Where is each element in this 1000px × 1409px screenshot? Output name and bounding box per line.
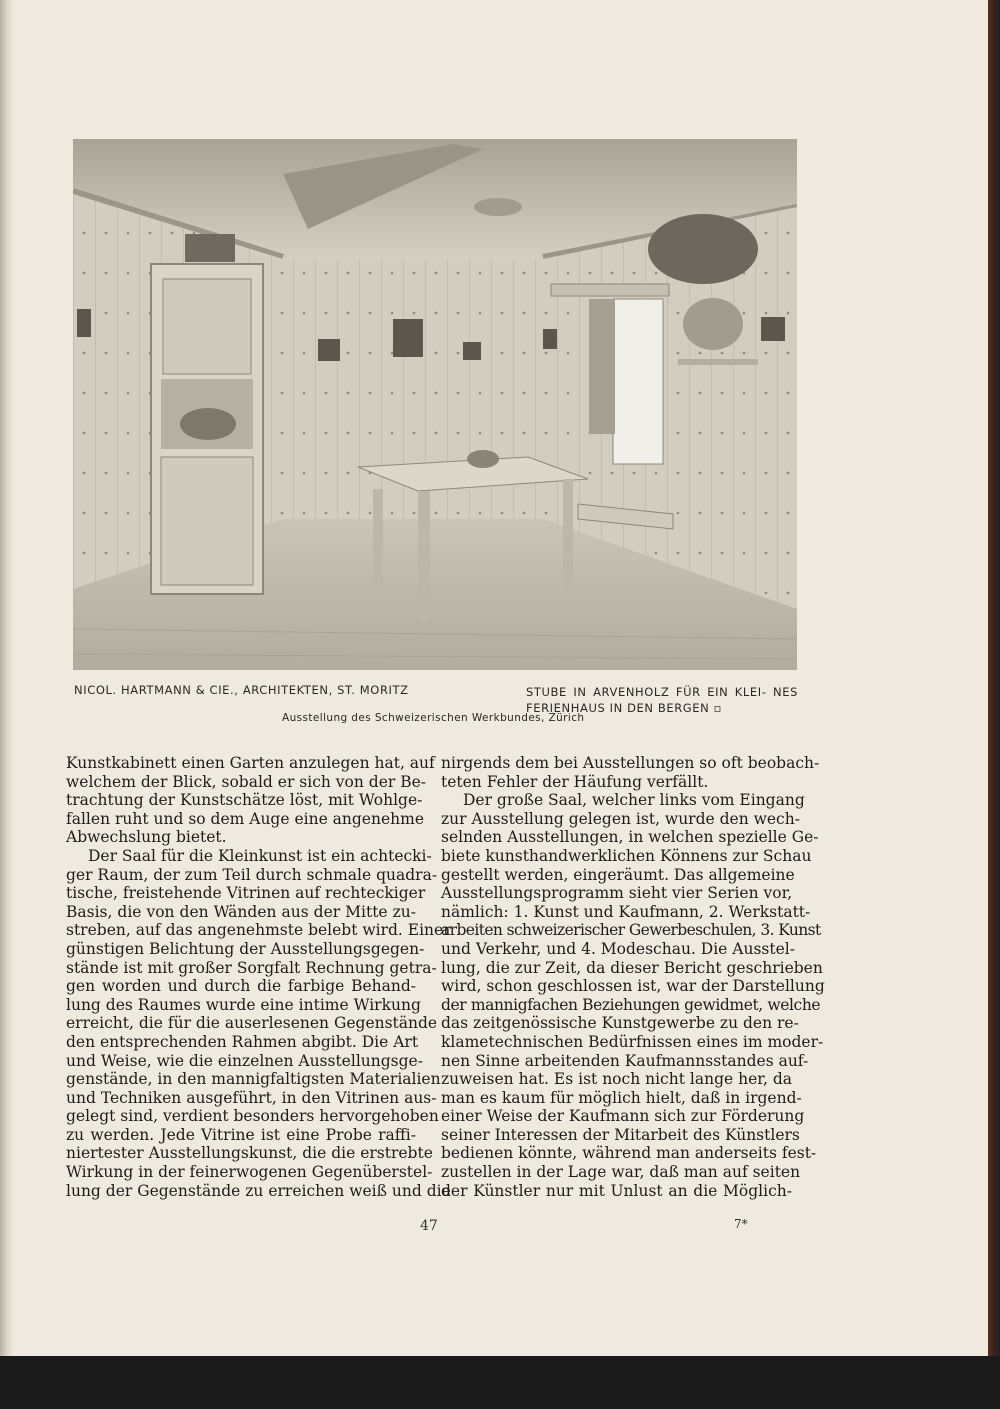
- text-line: Der große Saal, welcher links vom Eingang: [463, 791, 805, 810]
- page-number: 47: [420, 1218, 438, 1234]
- text-column-left: [66, 754, 451, 1200]
- text-line: teten Fehler der Häufung verfällt.: [441, 772, 709, 791]
- text-line: trachtung der Kunstschätze löst, mit Wohlge-: [66, 791, 423, 810]
- text-line: Basis, die von den Wänden aus der Mitte zu-: [66, 902, 416, 921]
- text-line: bedienen könnte, während man anderseits fest-: [441, 1144, 817, 1163]
- text-line: tische, freistehende Vitrinen auf rechteckiger: [66, 884, 426, 903]
- text-line: wird, schon geschlossen ist, war der Darstellung: [441, 977, 825, 996]
- text-line: lung des Raumes wurde eine intime Wirkung: [66, 995, 421, 1014]
- room-photograph: [73, 139, 797, 670]
- text-line: zur Ausstellung gelegen ist, wurde den wech-: [441, 809, 800, 828]
- text-line: seiner Interessen der Mitarbeit des Künstlers: [441, 1125, 800, 1144]
- text-line: Wirkung in der feinerwogenen Gegenüberstel-: [66, 1163, 433, 1182]
- figure-title: STUBE IN ARVENHOLZ FÜR EIN KLEI- NES FERIENHAUS IN DEN BERGEN ▫: [526, 685, 798, 715]
- text-line: nämlich: 1. Kunst und Kaufmann, 2. Werkstatt-: [441, 902, 811, 921]
- text-line: gestellt werden, eingeräumt. Das allgemeine: [441, 865, 795, 884]
- book-spine-edge: [988, 0, 1000, 1409]
- text-line: und Verkehr, und 4. Modeschau. Die Ausstel-: [441, 939, 795, 958]
- text-line: lung der Gegenstände zu erreichen weiß und die: [66, 1181, 451, 1200]
- figure-subcaption: Ausstellung des Schweizerischen Werkbundes, Zürich: [282, 712, 585, 724]
- signature-mark: 7*: [734, 1217, 748, 1231]
- text-line: biete kunsthandwerklichen Könnens zur Schau: [441, 846, 812, 865]
- text-line: gen worden und durch die farbige Behand-: [66, 977, 416, 996]
- text-line: ger Raum, der zum Teil durch schmale quadra-: [66, 865, 438, 884]
- page-gutter: [0, 0, 14, 1409]
- text-line: zustellen in der Lage war, daß man auf seiten: [441, 1163, 801, 1182]
- text-line: günstigen Belichtung der Ausstellungsgegen-: [66, 939, 425, 958]
- text-line: Abwechslung bietet.: [66, 828, 227, 847]
- scan-background: [0, 1356, 1000, 1409]
- text-line: selnden Ausstellungen, in welchen spezielle Ge-: [441, 828, 819, 847]
- text-line: zuweisen hat. Es ist noch nicht lange her, da: [441, 1070, 792, 1089]
- text-line: das zeitgenössische Kunstgewerbe zu den re-: [441, 1014, 799, 1033]
- text-line: der Künstler nur mit Unlust an die Möglich-: [441, 1181, 792, 1200]
- text-line: nirgends dem bei Ausstellungen so oft beobach-: [441, 754, 820, 772]
- text-line: zu werden. Jede Vitrine ist eine Probe raffi-: [66, 1125, 416, 1144]
- text-line: arbeiten schweizerischer Gewerbeschulen, 3. Kunst: [441, 921, 821, 940]
- text-line: lung, die zur Zeit, da dieser Bericht geschrieben: [441, 958, 823, 977]
- text-line: man es kaum für möglich hielt, daß in irgend-: [441, 1088, 802, 1107]
- text-line: Der Saal für die Kleinkunst ist ein achtecki-: [88, 846, 432, 865]
- text-line: nen Sinne arbeitenden Kaufmannsstandes auf-: [441, 1051, 809, 1070]
- text-line: gelegt sind, verdient besonders hervorgehoben: [66, 1107, 439, 1126]
- text-line: Kunstkabinett einen Garten anzulegen hat, auf: [66, 754, 435, 772]
- text-line: genstände, in den mannigfaltigsten Materialien: [66, 1070, 441, 1089]
- text-line: fallen ruht und so dem Auge eine angenehme: [66, 809, 424, 828]
- text-line: erreicht, die für die auserlesenen Gegenstände: [66, 1014, 438, 1033]
- text-line: den entsprechenden Rahmen abgibt. Die Art: [66, 1032, 419, 1051]
- text-line: und Techniken ausgeführt, in den Vitrinen aus-: [66, 1088, 437, 1107]
- text-column-right: [441, 754, 825, 1200]
- text-line: und Weise, wie die einzelnen Ausstellungsge-: [66, 1051, 423, 1070]
- text-line: der mannigfachen Beziehungen gewidmet, welche: [441, 995, 821, 1014]
- text-line: streben, auf das angenehmste belebt wird. Einer: [66, 921, 451, 940]
- text-line: welchem der Blick, sobald er sich von der Be-: [66, 772, 427, 791]
- text-line: einer Weise der Kaufmann sich zur Förderung: [441, 1107, 805, 1126]
- text-line: klametechnischen Bedürfnissen eines im moder-: [441, 1032, 824, 1051]
- architect-credit: NICOL. HARTMANN & CIE., ARCHITEKTEN, ST. MORITZ: [74, 683, 409, 697]
- text-line: niertester Ausstellungskunst, die die erstrebte: [66, 1144, 433, 1163]
- text-line: Ausstellungsprogramm sieht vier Serien vor,: [441, 884, 793, 903]
- text-line: stände ist mit großer Sorgfalt Rechnung getra-: [66, 958, 437, 977]
